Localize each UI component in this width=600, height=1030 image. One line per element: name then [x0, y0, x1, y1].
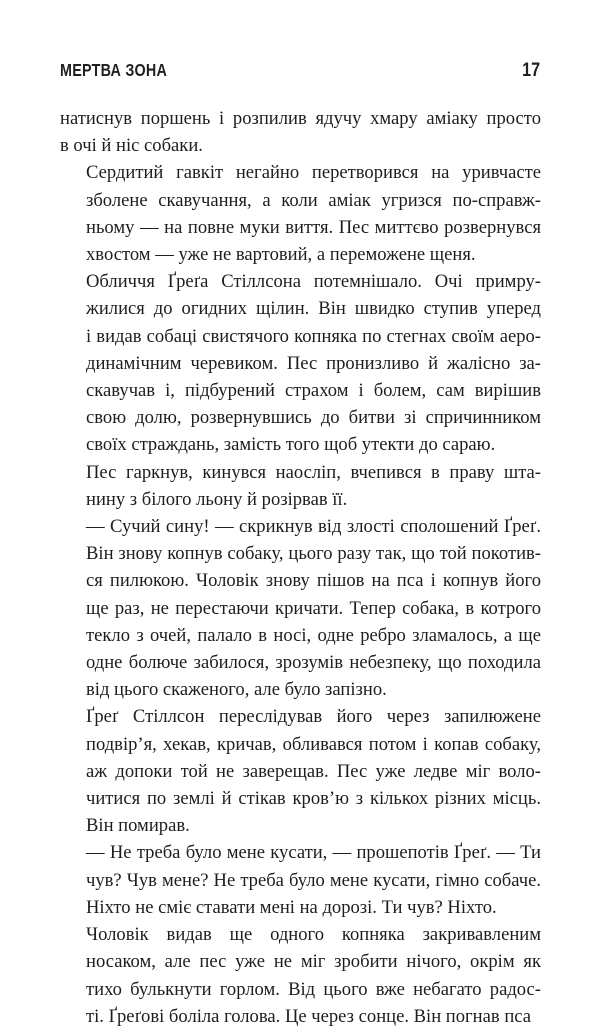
- text-line: і видав собаці свистячого копняка по стегнах своїм аеро-: [86, 325, 541, 347]
- text-line: в очі й ніс собаки.: [60, 135, 203, 157]
- text-line: зболене скавучання, а коли аміак угризся по-справж-: [86, 189, 541, 211]
- text-line: подвір’я, хекав, кричав, обливався потом і копав собаку,: [86, 733, 541, 755]
- paragraph: [60, 159, 541, 268]
- text-line: від цього скаженого, але було запізно.: [86, 679, 387, 701]
- text-line: ті. Ґреґові боліла голова. Це через сонце. Він погнав пса: [86, 1005, 531, 1027]
- text-line: нину з білого льону й розірвав її.: [86, 488, 348, 510]
- text-line: Пес гаркнув, кинувся наосліп, вчепився в праву шта-: [86, 461, 541, 483]
- text-line: Ніхто не сміє ставати мені на дорозі. Ти чув? Ніхто.: [86, 896, 497, 918]
- page-number: 17: [522, 60, 540, 81]
- text-line: ньому — на повне муки виття. Пес миттєво розвернувся: [86, 216, 541, 238]
- text-line: Обличчя Ґреґа Стіллсона потемнішало. Очі примру-: [86, 271, 541, 293]
- text-line: одне болюче забилося, зрозумів небезпеку, що походила: [86, 652, 541, 674]
- text-line: своїх страждань, замість того щоб утекти до сараю.: [86, 434, 496, 456]
- paragraph: [60, 703, 541, 839]
- text-line: читися по землі й стікав кров’ю з кількох різних місць.: [86, 788, 541, 810]
- text-line: динамічним черевиком. Пес пронизливо й жалісно за-: [86, 352, 541, 374]
- text-line: — Не треба було мене кусати, — прошепотів Ґреґ. — Ти: [86, 842, 541, 864]
- text-line: носаком, але пес уже не міг зробити нічого, окрім як: [86, 951, 541, 973]
- text-line: жилися до огидних щілин. Він швидко ступив уперед: [86, 298, 541, 320]
- running-head: [60, 60, 540, 86]
- paragraph: [60, 839, 541, 921]
- text-line: ся пилюкою. Чоловік знову пішов на пса і копнув його: [86, 570, 541, 592]
- text-line: Він помирав.: [86, 815, 190, 837]
- text-line: тихо булькнути горлом. Від цього вже небагато радос-: [86, 978, 541, 1000]
- text-line: Чоловік видав ще одного копняка закривавленим: [86, 924, 541, 946]
- text-line: Сердитий гавкіт негайно перетворився на уривчасте: [86, 162, 541, 184]
- paragraph: [60, 513, 541, 703]
- text-line: хвостом — уже не вартовий, а переможене щеня.: [86, 244, 476, 266]
- paragraph: [60, 921, 541, 1030]
- text-line: чув? Чув мене? Не треба було мене кусати, гімно собаче.: [86, 869, 541, 891]
- body-text-block: [60, 105, 541, 1030]
- running-head-title: МЕРТВА ЗОНА: [60, 60, 168, 80]
- text-line: ще раз, не перестаючи кричати. Тепер собака, в котрого: [86, 597, 541, 619]
- text-line: свою долю, розвернувшись до битви зі спричинником: [86, 407, 541, 429]
- text-line: натиснув поршень і розпилив ядучу хмару аміаку просто: [60, 108, 541, 129]
- paragraph: [60, 268, 541, 458]
- text-line: аж допоки той не заверещав. Пес уже ледве міг воло-: [86, 760, 541, 782]
- text-line: скавучав і, підбурений страхом і болем, сам вирішив: [86, 380, 541, 402]
- text-line: — Сучий сину! — скрикнув від злості сполошений Ґреґ.: [86, 516, 541, 538]
- text-line: текло з очей, палало в носі, одне ребро зламалось, а ще: [86, 624, 541, 646]
- text-line: Він знову копнув собаку, цього разу так, що той покотив-: [86, 543, 541, 565]
- paragraph: [60, 459, 541, 513]
- text-line: Ґреґ Стіллсон переслідував його через запилюжене: [86, 706, 541, 728]
- paragraph: [60, 105, 541, 159]
